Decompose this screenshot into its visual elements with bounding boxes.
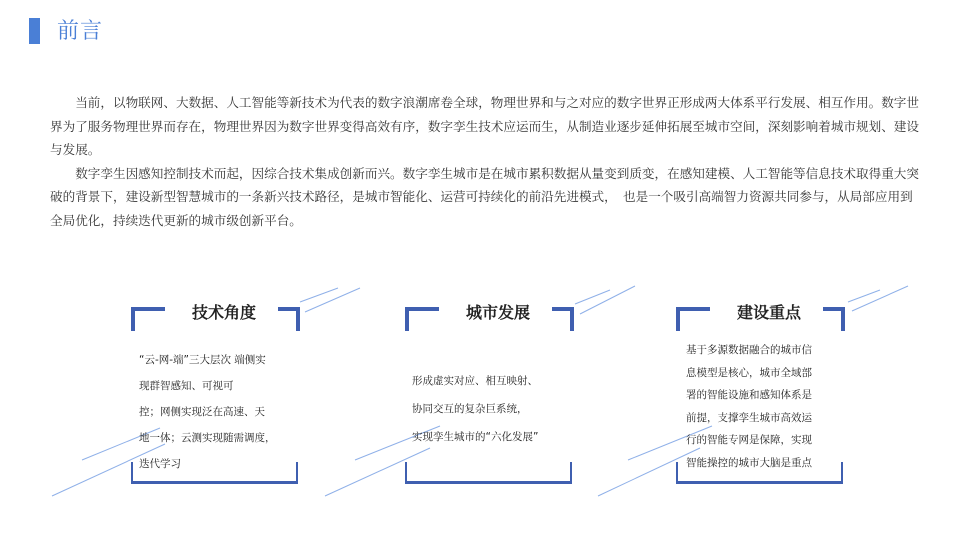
card-bottom-line <box>676 481 843 484</box>
card-line: 息模型是核心，城市全域部 <box>686 366 812 379</box>
card-side-right <box>296 462 300 482</box>
card-side-left <box>131 462 135 482</box>
card-line: 行的智能专网是保障，实现 <box>686 434 812 446</box>
page-title: 前言 <box>57 19 104 44</box>
card-line: 智能操控的城市大脑是重点 <box>686 456 812 469</box>
card-line: 署的智能设施和感知体系是 <box>686 389 812 401</box>
deco-line <box>580 286 635 314</box>
card-heading: 技术角度 <box>170 300 278 326</box>
deco-line <box>852 286 908 311</box>
card-body <box>686 339 812 474</box>
card-body <box>139 347 276 477</box>
card-corner-left <box>131 307 165 331</box>
deco-line <box>305 288 360 312</box>
deco-line <box>598 448 700 496</box>
card-bottom-line <box>131 481 298 484</box>
card-corner-left <box>676 307 710 331</box>
card-line: 实现孪生城市的“六化发展” <box>412 431 539 443</box>
card-heading: 城市发展 <box>444 300 552 326</box>
deco-line <box>325 448 430 496</box>
card-line: 现群智感知、可视可 <box>139 380 234 392</box>
card-side-right <box>841 462 845 482</box>
intro-paragraph-2: 数字孪生因感知控制技术而起，因综合技术集成创新而兴。数字孪生城市是在城市累积数据从量变到质变，在感知建模、人工智能等信息技术取得重大突破的背景下，建设新型智慧城市的一条新兴技术路径，是城市智能化、运营可持续化的前沿先进模式， 也是一个吸引高端智力资源共同参与，从局部应用到全局优化，持续迭代更新的城市级创新平台。 <box>50 165 919 228</box>
card-line: 迭代学习 <box>139 458 181 470</box>
card-body <box>412 367 538 451</box>
card-line: “云-网-端”三大层次 端侧实 <box>139 354 266 366</box>
card-bottom-line <box>405 481 572 484</box>
card-line: 前提，支撑孪生城市高效运 <box>686 411 812 424</box>
card-corner-left <box>405 307 439 331</box>
card-side-right <box>570 462 574 482</box>
card-side-left <box>676 462 680 482</box>
intro-paragraph-1: 当前，以物联网、大数据、人工智能等新技术为代表的数字浪潮席卷全球，物理世界和与之对应的数字世界正形成两大体系平行发展、相互作用。数字世界为了服务物理世界而存在，物理世界因为数字世界变得高效有序，数字孪生技术应运而生，从制造业逐步延伸拓展至城市空间，深刻影响着城市规划、建设与发展。 <box>50 95 919 157</box>
card-line: 协同交互的复杂巨系统， <box>412 403 528 415</box>
card-line: 基于多源数据融合的城市信 <box>686 344 812 356</box>
card-line: 地一体；云测实现随需调度， <box>139 432 276 444</box>
card-heading: 建设重点 <box>715 300 823 326</box>
card-side-left <box>405 462 409 482</box>
card-line: 形成虚实对应、相互映射、 <box>412 375 538 387</box>
card-line: 控；网侧实现泛在高速、天 <box>139 406 265 418</box>
